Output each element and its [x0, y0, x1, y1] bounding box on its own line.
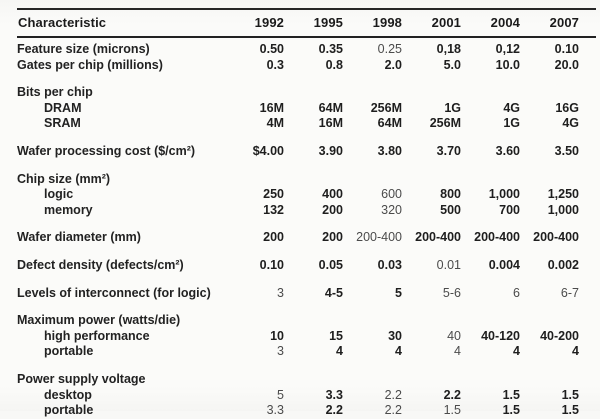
table-cell: 256M — [370, 100, 402, 115]
table-cell: 4M — [266, 116, 284, 131]
table-cell: 320 — [381, 202, 402, 217]
table-cell: 3.3 — [266, 403, 284, 418]
table-row — [17, 101, 579, 117]
table-cell: 5 — [395, 285, 402, 300]
row-label: SRAM — [44, 116, 81, 131]
table-cell: 1.5 — [502, 387, 520, 402]
table-cell: 3 — [277, 344, 284, 359]
table-cell: 4 — [572, 344, 579, 359]
table-cell: 40-120 — [481, 328, 520, 343]
table-cell: 132 — [263, 202, 284, 217]
table-cell: 0.8 — [325, 57, 343, 72]
table-cell: 200-400 — [356, 230, 402, 245]
column-header-year: 1992 — [254, 15, 284, 30]
table-cell: 16M — [259, 100, 284, 115]
row-label: Levels of interconnect (for logic) — [17, 285, 211, 300]
table-cell: 200-400 — [474, 230, 520, 245]
table-cell: 0.002 — [547, 257, 579, 272]
table-cell: 3 — [277, 285, 284, 300]
table-row — [17, 258, 579, 274]
table-cell: 3.50 — [554, 143, 579, 158]
table-cell: 1.5 — [561, 403, 579, 418]
table-cell: 500 — [440, 202, 461, 217]
row-label: Power supply voltage — [17, 371, 146, 386]
row-label: Maximum power (watts/die) — [17, 313, 181, 328]
table-cell: 5-6 — [442, 285, 461, 300]
table-cell: 200 — [322, 202, 343, 217]
table-cell: 0,12 — [495, 42, 520, 56]
table-row — [17, 344, 579, 360]
table-cell: 16G — [555, 100, 579, 115]
table-cell: 4G — [562, 116, 579, 131]
section-row — [17, 372, 579, 388]
table-row — [17, 286, 579, 302]
table-cell: 4-5 — [324, 285, 343, 300]
table-row — [17, 230, 579, 246]
table-cell: 0.35 — [318, 42, 343, 56]
roadmap-table — [17, 8, 596, 419]
table-cell: 10 — [270, 328, 284, 343]
row-label: Defect density (defects/cm²) — [17, 257, 184, 272]
table-cell: 256M — [429, 116, 461, 131]
table-cell: 64M — [377, 116, 402, 131]
table-cell: 2.2 — [384, 387, 402, 402]
table-cell: 5.0 — [443, 57, 461, 72]
table-cell: 1,250 — [547, 187, 579, 202]
table-cell: 3.3 — [325, 387, 343, 402]
table-cell: 1,000 — [547, 202, 579, 217]
row-label: Gates per chip (millions) — [17, 57, 163, 72]
table-cell: 40 — [447, 328, 461, 343]
table-cell: 2.2 — [384, 403, 402, 418]
table-cell: 0.05 — [318, 257, 343, 272]
table-cell: 1,000 — [488, 187, 520, 202]
table-cell: 30 — [388, 328, 402, 343]
table-cell: 1.5 — [443, 403, 461, 418]
table-cell: 6 — [513, 285, 520, 300]
table-row — [17, 144, 579, 160]
table-cell: 1.5 — [502, 403, 520, 418]
section-row — [17, 313, 579, 329]
column-header-year: 2007 — [549, 15, 579, 30]
table-cell: 6-7 — [560, 285, 579, 300]
table-cell: 4 — [513, 344, 520, 359]
table-cell: 0.10 — [259, 257, 284, 272]
table-cell: 0.3 — [266, 57, 284, 72]
row-label: Bits per chip — [17, 85, 93, 100]
table-row — [17, 187, 579, 203]
table-cell: 250 — [263, 187, 284, 202]
table-cell: 4 — [395, 344, 402, 359]
table-cell: 2.2 — [443, 387, 461, 402]
table-cell: 4 — [336, 344, 343, 359]
table-cell: 0.50 — [259, 42, 284, 56]
row-label: Chip size (mm²) — [17, 171, 111, 186]
table-cell: 3.70 — [436, 143, 461, 158]
table-cell: $4.00 — [252, 143, 284, 158]
row-label: Wafer diameter (mm) — [17, 230, 141, 245]
table-row — [17, 116, 579, 132]
table-cell: 16M — [318, 116, 343, 131]
header-row — [17, 10, 596, 36]
table-cell: 600 — [381, 187, 402, 202]
table-cell: 3.90 — [318, 143, 343, 158]
row-label: portable — [44, 403, 94, 418]
table-cell: 0,18 — [436, 42, 461, 56]
table-cell: 0.25 — [377, 42, 402, 56]
table-row — [17, 42, 579, 58]
column-header-characteristic: Characteristic — [18, 15, 107, 30]
table-cell: 200-400 — [415, 230, 461, 245]
row-label: logic — [44, 187, 74, 202]
row-label: desktop — [44, 387, 92, 402]
table-cell: 1G — [503, 116, 520, 131]
table-cell: 0.004 — [488, 257, 520, 272]
table-cell: 4G — [503, 100, 520, 115]
table-row — [17, 388, 579, 404]
table-row — [17, 58, 579, 74]
column-header-year: 1998 — [372, 15, 402, 30]
table-cell: 5 — [277, 387, 284, 402]
table-row — [17, 329, 579, 345]
table-cell: 10.0 — [495, 57, 520, 72]
row-label: high performance — [44, 328, 150, 343]
row-label: DRAM — [44, 100, 82, 115]
row-label: memory — [44, 202, 93, 217]
row-label: portable — [44, 344, 94, 359]
column-header-year: 1995 — [313, 15, 343, 30]
section-row — [17, 172, 579, 188]
table-cell: 0.01 — [436, 257, 461, 272]
table-cell: 700 — [499, 202, 520, 217]
table-cell: 3.60 — [495, 143, 520, 158]
table-cell: 20.0 — [554, 57, 579, 72]
table-cell: 2.0 — [384, 57, 402, 72]
table-cell: 64M — [318, 100, 343, 115]
row-label: Wafer processing cost ($/cm²) — [17, 143, 196, 158]
table-cell: 800 — [440, 187, 461, 202]
table-cell: 200 — [322, 230, 343, 245]
table-cell: 200 — [263, 230, 284, 245]
section-row — [17, 85, 579, 101]
table-body — [17, 38, 596, 419]
table-cell: 2.2 — [325, 403, 343, 418]
table-cell: 1G — [444, 100, 461, 115]
table-cell: 0.03 — [377, 257, 402, 272]
table-cell: 15 — [329, 328, 343, 343]
table-cell: 40-200 — [540, 328, 579, 343]
table-row — [17, 203, 579, 219]
row-label: Feature size (microns) — [17, 42, 150, 56]
table-cell: 4 — [454, 344, 461, 359]
table-cell: 200-400 — [533, 230, 579, 245]
table-cell: 0.10 — [554, 42, 579, 56]
column-header-year: 2001 — [431, 15, 461, 30]
table-cell: 1.5 — [561, 387, 579, 402]
column-header-year: 2004 — [490, 15, 520, 30]
table-cell: 400 — [322, 187, 343, 202]
table-cell: 3.80 — [377, 143, 402, 158]
